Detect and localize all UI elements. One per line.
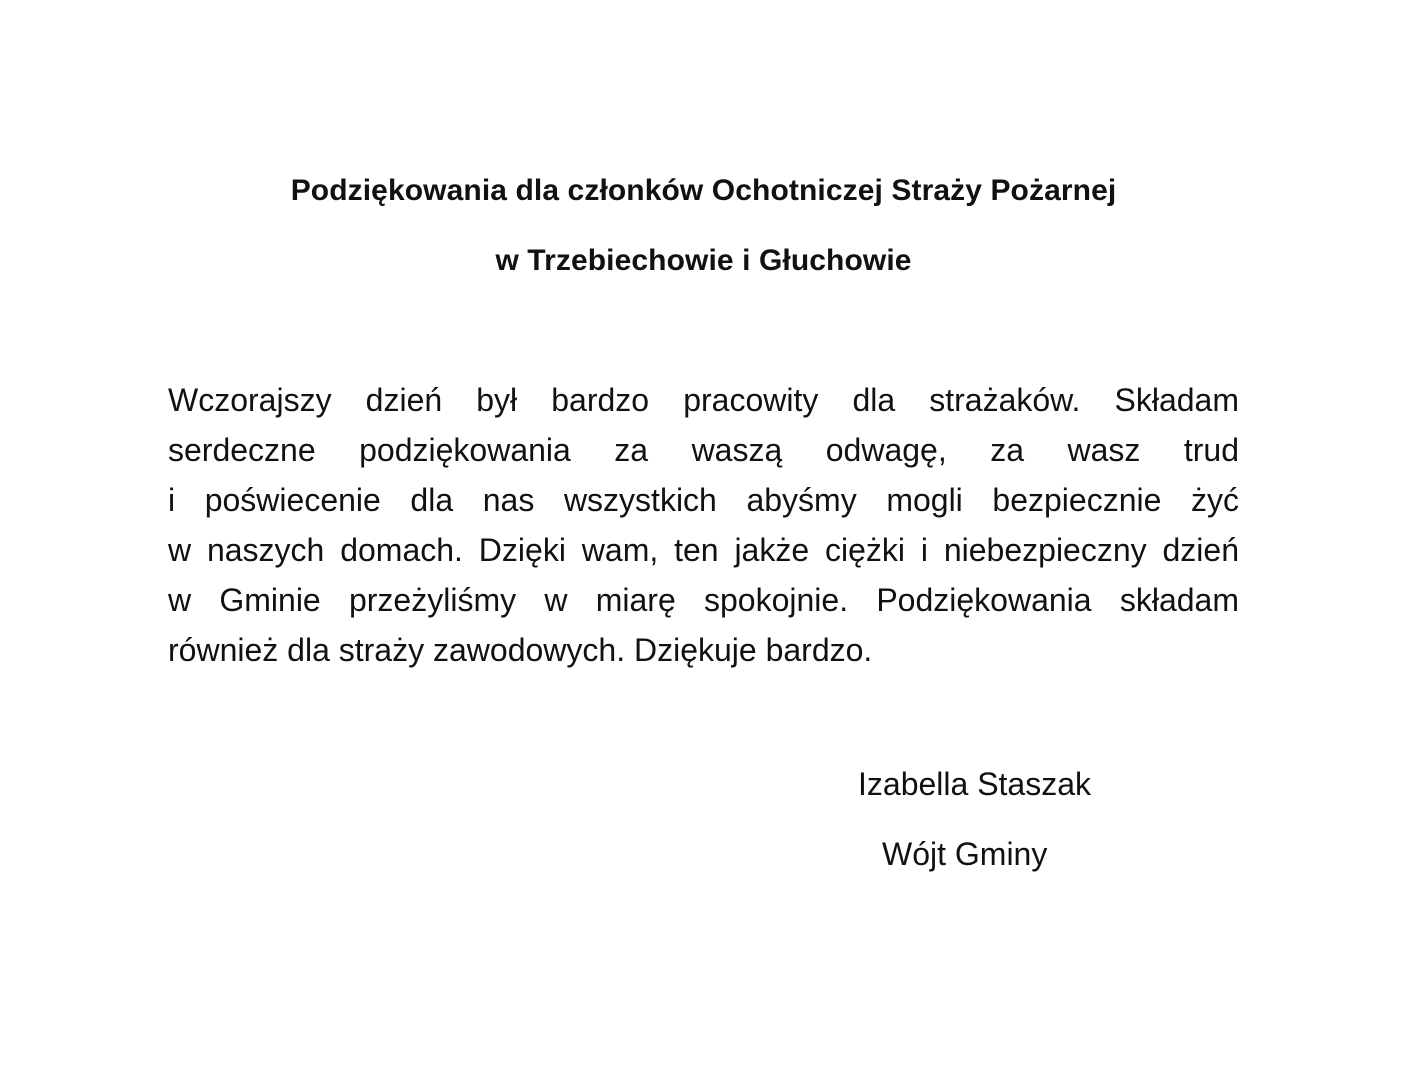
document-body bbox=[168, 375, 1239, 675]
body-line: w Gminie przeżyliśmy w miarę spokojnie. Podziękowania składam bbox=[168, 582, 1239, 618]
body-line: i poświecenie dla nas wszystkich abyśmy mogli bezpiecznie żyć bbox=[168, 482, 1239, 518]
body-line: w naszych domach. Dzięki wam, ten jakże ciężki i niebezpieczny dzień bbox=[168, 532, 1239, 568]
body-line: serdeczne podziękowania za waszą odwagę, za wasz trud bbox=[168, 432, 1239, 468]
document-title-line-1: Podziękowania dla członków Ochotniczej Straży Pożarnej bbox=[290, 174, 1117, 207]
signature-role: Wójt Gminy bbox=[882, 836, 1048, 872]
signature-name: Izabella Staszak bbox=[858, 766, 1092, 802]
document-title-line-2: w Trzebiechowie i Głuchowie bbox=[495, 244, 912, 277]
body-line: również dla straży zawodowych. Dziękuje bardzo. bbox=[168, 632, 873, 668]
body-line: Wczorajszy dzień był bardzo pracowity dla strażaków. Składam bbox=[168, 382, 1239, 418]
